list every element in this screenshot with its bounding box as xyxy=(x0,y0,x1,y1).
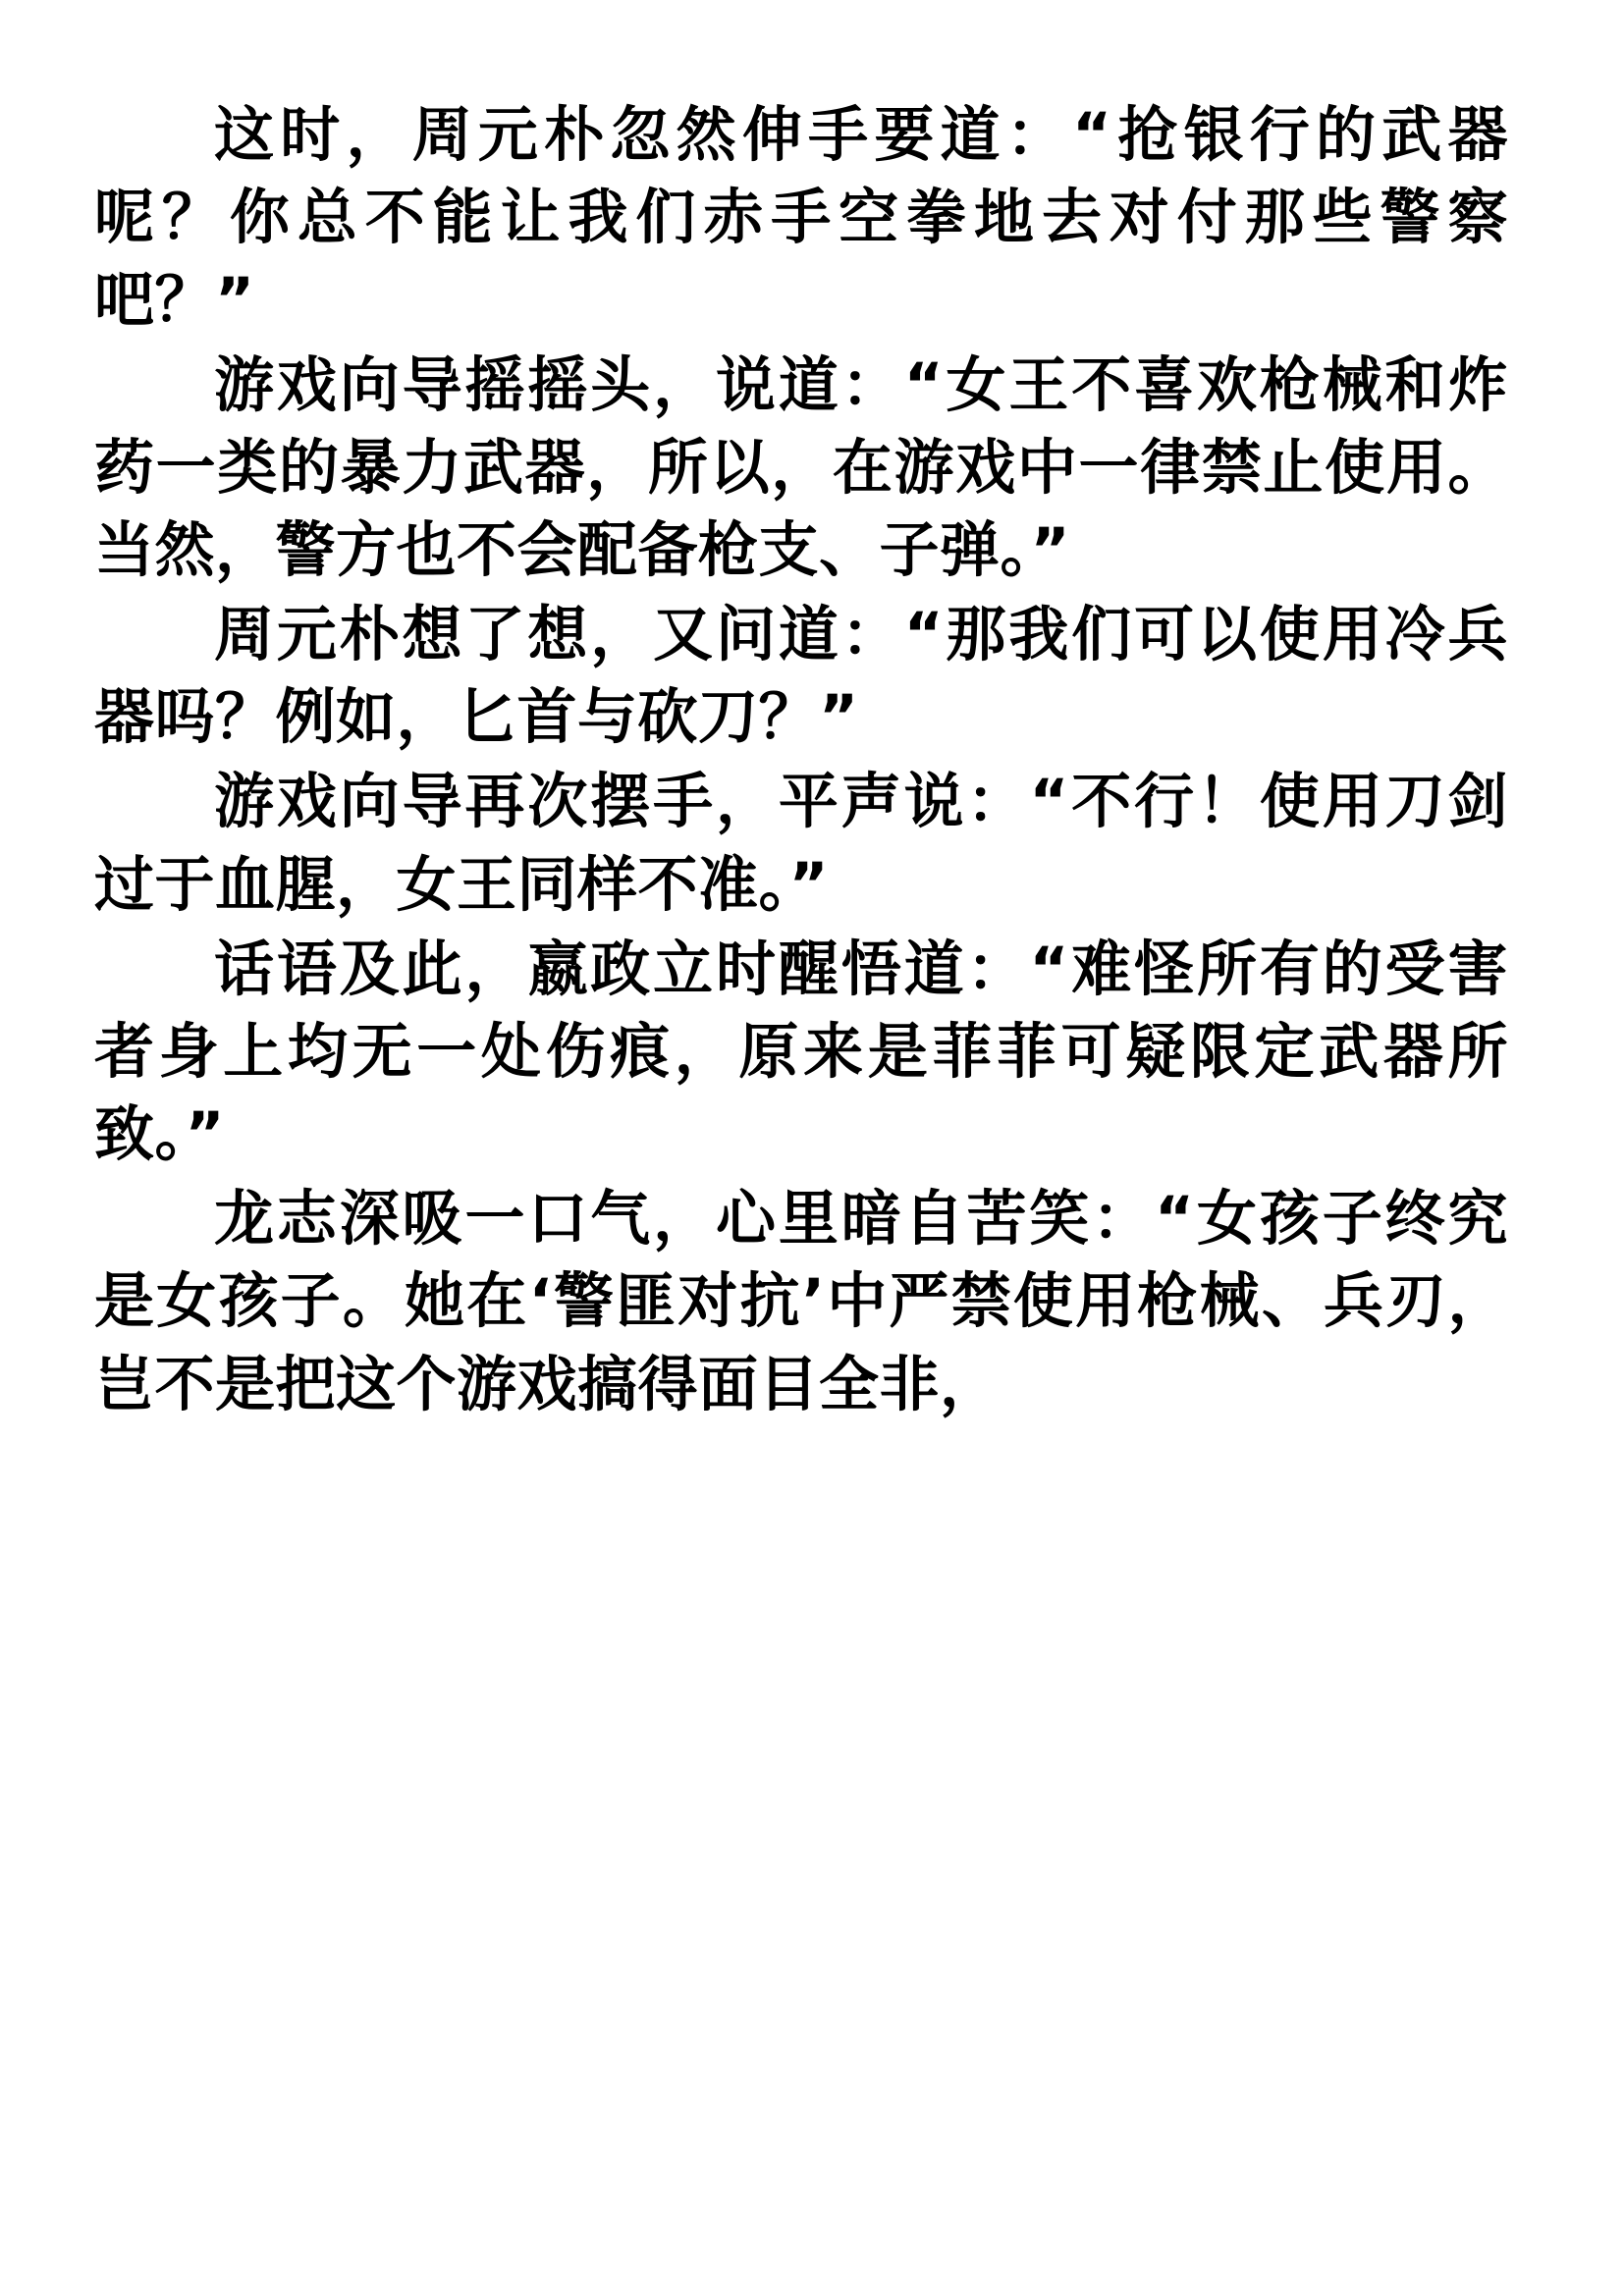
paragraph: 游戏向导再次摆手，平声说：“不行！使用刀剑过于血腥，女王同样不准。” xyxy=(94,767,1508,920)
paragraph: 周元朴想了想，又问道：“那我们可以使用冷兵器吗？例如，匕首与砍刀？” xyxy=(94,600,1508,753)
paragraph: 游戏向导摇摇头，说道：“女王不喜欢枪械和炸药一类的暴力武器，所以，在游戏中一律禁止使用。当然，警方也不会配备枪支、子弹。” xyxy=(94,349,1508,585)
paragraph: 龙志深吸一口气，心里暗自苦笑：“女孩子终究是女孩子。她在‘警匪对抗’中严禁使用枪械、兵刃，岂不是把这个游戏搞得面目全非， xyxy=(94,1184,1508,1419)
paragraph: 这时，周元朴忽然伸手要道：“抢银行的武器呢？你总不能让我们赤手空拳地去对付那些警察吧？” xyxy=(94,100,1508,336)
paragraph: 话语及此，嬴政立时醒悟道：“难怪所有的受害者身上均无一处伤痕，原来是菲菲可疑限定武器所致。” xyxy=(94,934,1508,1170)
page-body xyxy=(94,94,1508,1426)
